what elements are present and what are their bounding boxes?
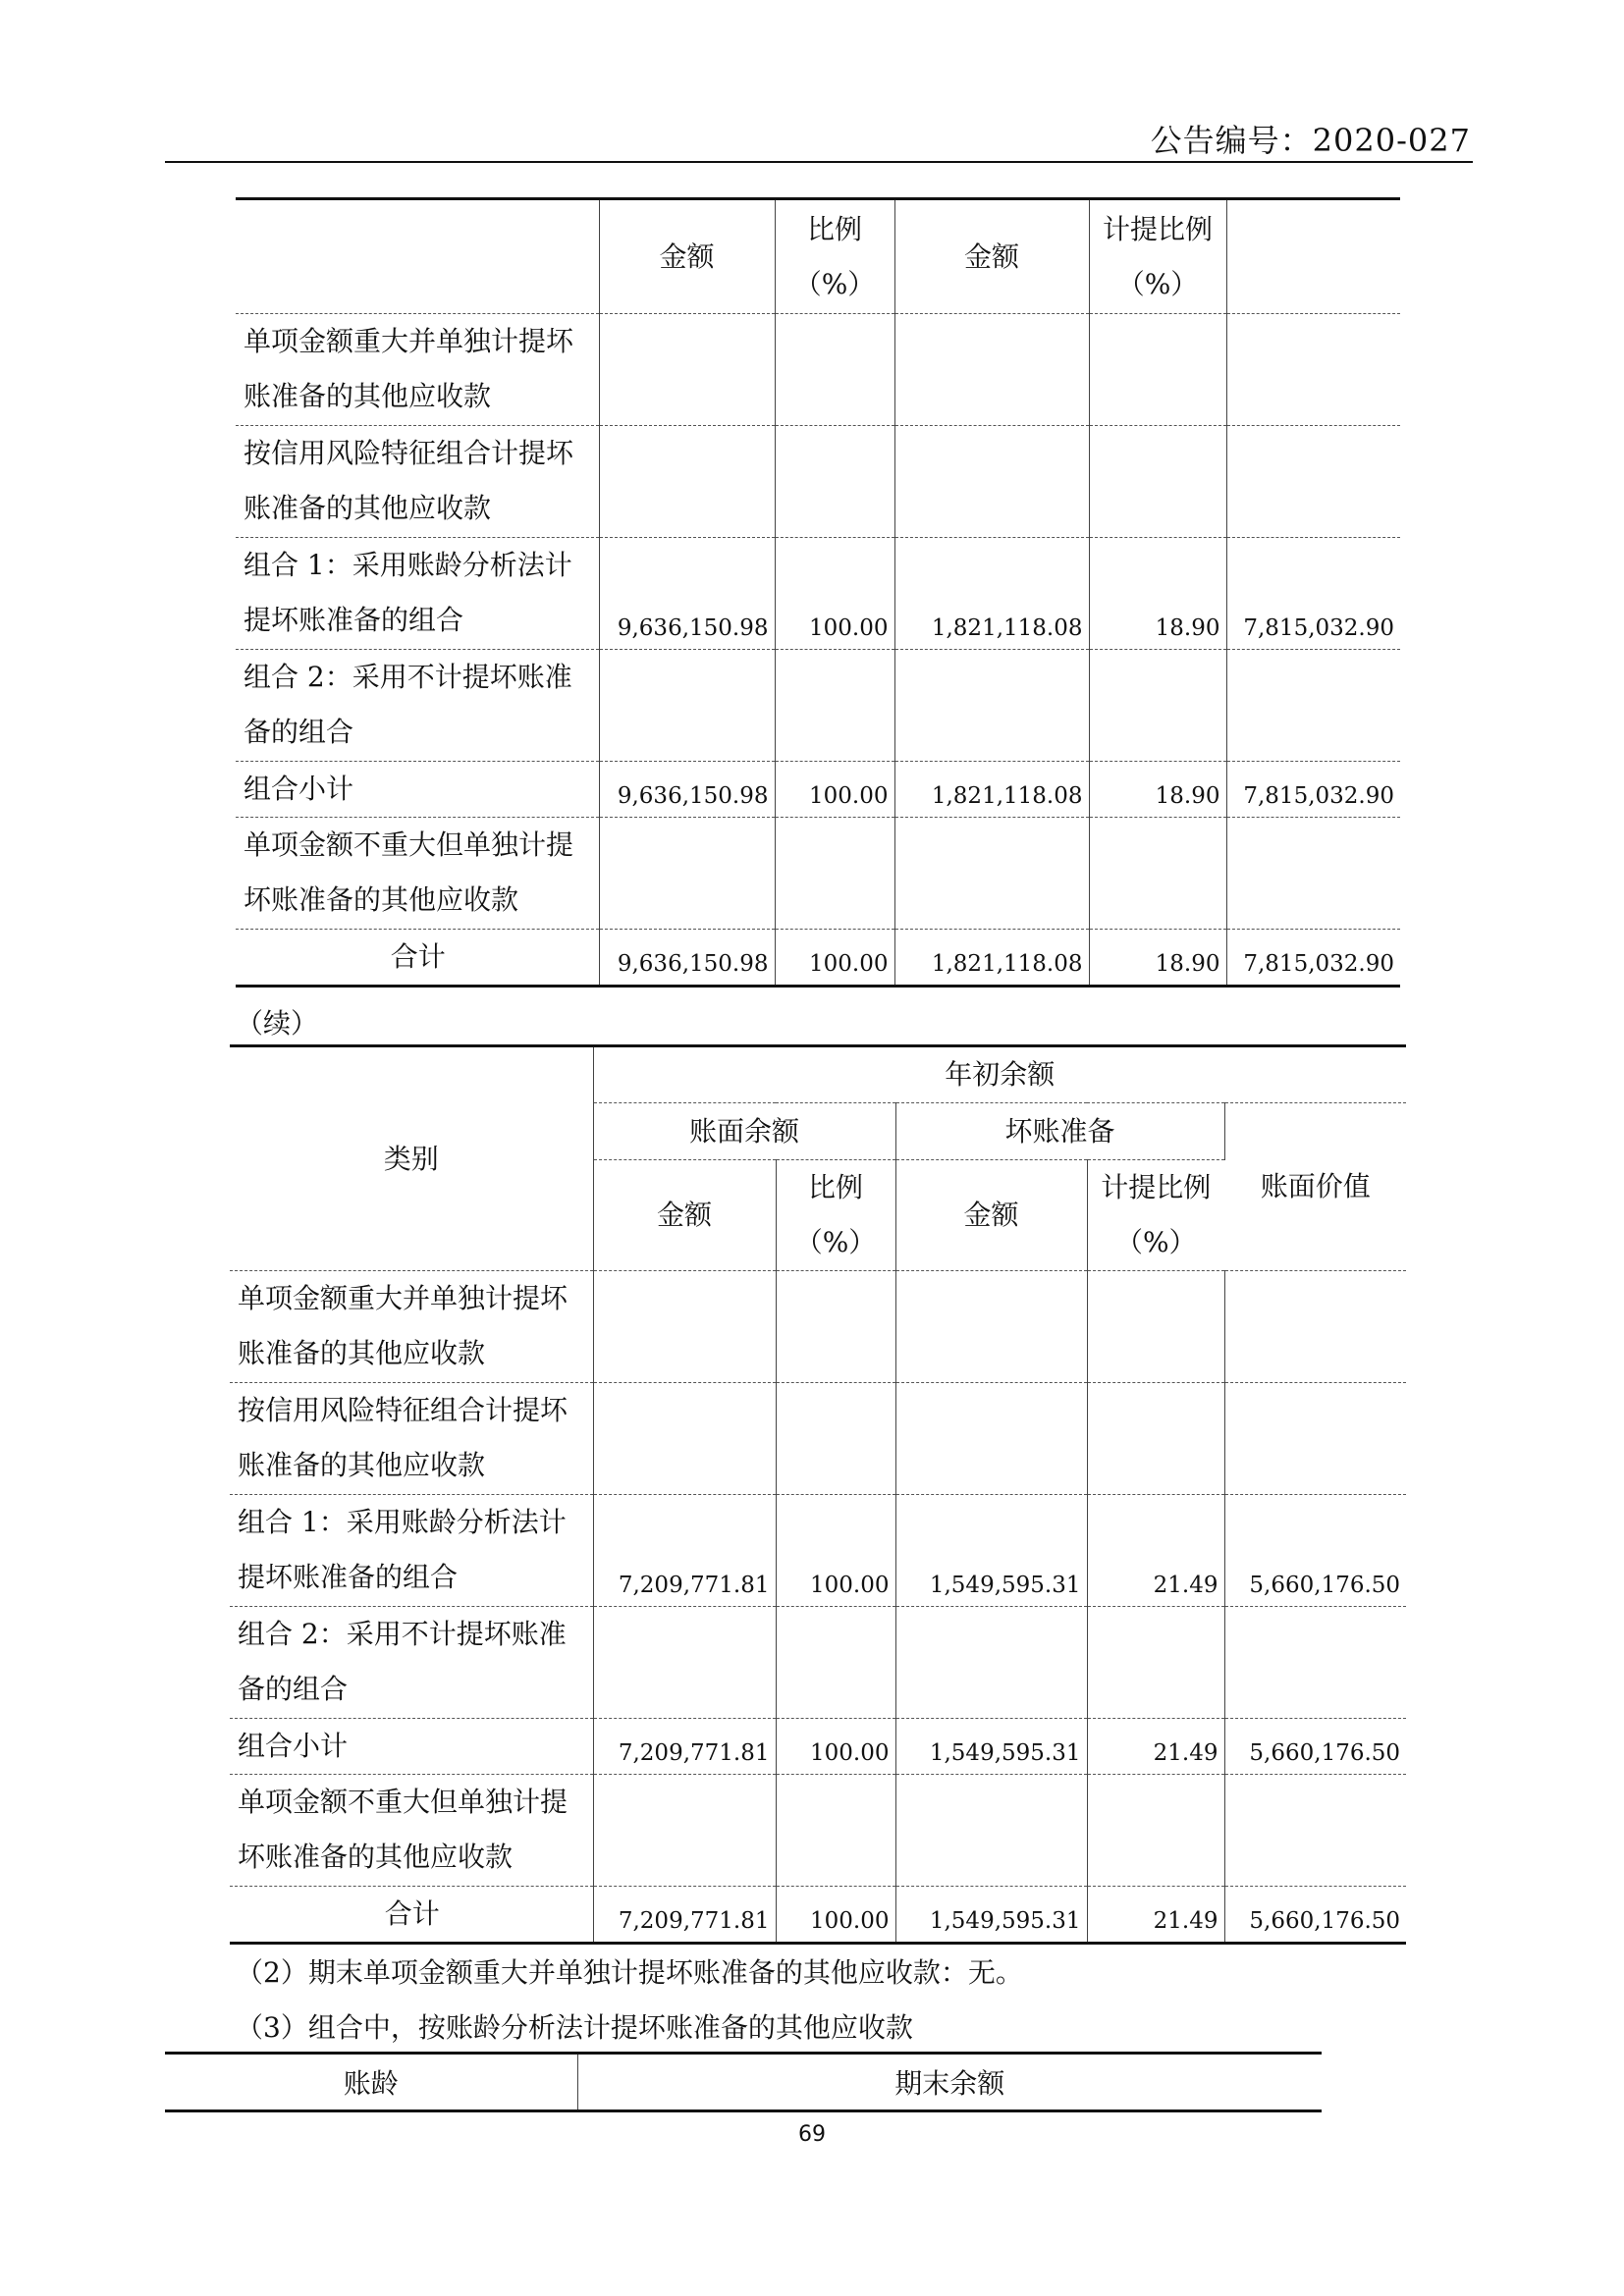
total-label: 合计 — [236, 930, 599, 987]
continued-label: （续） — [236, 1007, 319, 1040]
table-row — [236, 762, 1400, 818]
total-row — [236, 930, 1400, 987]
table-row — [230, 1271, 1406, 1383]
cell-ratio — [775, 650, 894, 762]
header-closing-balance: 期末余额 — [577, 2054, 1322, 2111]
header-amount-provision: 金额 — [894, 199, 1089, 314]
cell-provision-ratio: 21.49 — [1087, 1495, 1224, 1607]
table-row — [230, 1719, 1406, 1775]
cell-provision-ratio: 18.90 — [1089, 762, 1226, 818]
cell-ratio — [775, 818, 894, 930]
cell-amount — [593, 1607, 776, 1719]
cell-amount: 9,636,150.98 — [599, 930, 775, 987]
announcement-number: 公告编号：2020-027 — [1150, 122, 1471, 159]
cell-provision-amount: 1,821,118.08 — [894, 762, 1089, 818]
note-3: （3）组合中，按账龄分析法计提坏账准备的其他应收款 — [236, 2011, 913, 2044]
cell-book-value — [1226, 426, 1400, 538]
cell-book-value: 7,815,032.90 — [1226, 538, 1400, 650]
header-aging: 账龄 — [165, 2054, 577, 2111]
cell-provision-ratio — [1087, 1607, 1224, 1719]
aging-table — [165, 2052, 1322, 2112]
cell-ratio: 100.00 — [776, 1495, 895, 1607]
header-amount-provision: 金额 — [895, 1160, 1087, 1271]
cell-provision-amount — [895, 1607, 1087, 1719]
cell-amount — [593, 1775, 776, 1887]
header-book-value-cell — [1226, 199, 1400, 314]
cell-book-value — [1226, 314, 1400, 426]
cell-provision-ratio — [1087, 1383, 1224, 1495]
cell-book-value — [1226, 650, 1400, 762]
bad-debt-table-opening — [230, 1044, 1406, 1945]
table-row — [230, 1775, 1406, 1887]
cell-book-value: 7,815,032.90 — [1226, 930, 1400, 987]
header-bad-debt-provision: 坏账准备 — [895, 1103, 1224, 1160]
header-category: 类别 — [230, 1046, 593, 1271]
cell-provision-amount: 1,549,595.31 — [895, 1495, 1087, 1607]
cell-provision-amount — [894, 314, 1089, 426]
header-provision-ratio-line1: 计提比例 — [1101, 1171, 1212, 1203]
cell-amount: 7,209,771.81 — [593, 1495, 776, 1607]
cell-provision-amount — [894, 426, 1089, 538]
cell-book-value — [1224, 1607, 1406, 1719]
cell-ratio: 100.00 — [775, 538, 894, 650]
cell-amount: 9,636,150.98 — [599, 538, 775, 650]
table-header-row — [236, 199, 1400, 314]
cell-provision-ratio — [1089, 818, 1226, 930]
cell-provision-ratio — [1089, 426, 1226, 538]
total-label: 合计 — [230, 1887, 593, 1944]
header-provision-ratio-line2: （%） — [1114, 1226, 1197, 1258]
cell-amount: 7,209,771.81 — [593, 1719, 776, 1775]
cell-provision-amount: 1,821,118.08 — [894, 538, 1089, 650]
row-label: 组合 2：采用不计提坏账准 备的组合 — [230, 1607, 593, 1719]
cell-book-value: 7,815,032.90 — [1226, 762, 1400, 818]
cell-provision-amount — [895, 1775, 1087, 1887]
cell-provision-ratio — [1089, 650, 1226, 762]
cell-provision-amount — [895, 1271, 1087, 1383]
cell-amount — [599, 650, 775, 762]
cell-amount: 7,209,771.81 — [593, 1887, 776, 1944]
cell-ratio — [776, 1775, 895, 1887]
cell-provision-ratio: 21.49 — [1087, 1887, 1224, 1944]
cell-provision-ratio — [1089, 314, 1226, 426]
cell-provision-amount — [894, 818, 1089, 930]
cell-book-value: 5,660,176.50 — [1224, 1719, 1406, 1775]
table-header-row — [165, 2054, 1322, 2111]
header-book-value: 账面价值 — [1224, 1103, 1406, 1271]
cell-ratio — [775, 426, 894, 538]
cell-provision-amount — [894, 650, 1089, 762]
page-number: 69 — [798, 2122, 826, 2147]
row-label: 组合 2：采用不计提坏账准 备的组合 — [236, 650, 599, 762]
header-provision-ratio-line1: 计提比例 — [1102, 212, 1213, 245]
table-row — [230, 1607, 1406, 1719]
cell-amount — [599, 426, 775, 538]
header-rule — [165, 161, 1473, 163]
table-row — [230, 1383, 1406, 1495]
cell-amount — [593, 1271, 776, 1383]
cell-provision-ratio — [1087, 1775, 1224, 1887]
bad-debt-table-closing — [236, 197, 1400, 988]
total-row — [230, 1887, 1406, 1944]
cell-book-value — [1224, 1775, 1406, 1887]
cell-book-value: 5,660,176.50 — [1224, 1887, 1406, 1944]
cell-ratio — [776, 1383, 895, 1495]
header-category-cell — [236, 199, 599, 314]
row-label: 单项金额不重大但单独计提 坏账准备的其他应收款 — [236, 818, 599, 930]
header-provision-ratio — [1089, 199, 1226, 314]
cell-amount — [599, 818, 775, 930]
cell-provision-amount: 1,549,595.31 — [895, 1887, 1087, 1944]
cell-book-value — [1224, 1383, 1406, 1495]
table-header-row — [230, 1046, 1406, 1103]
row-label: 组合 1：采用账龄分析法计 提坏账准备的组合 — [236, 538, 599, 650]
cell-amount — [593, 1383, 776, 1495]
cell-provision-amount — [895, 1383, 1087, 1495]
header-ratio: 比例（%） — [775, 199, 894, 314]
table-row — [236, 818, 1400, 930]
cell-ratio — [775, 314, 894, 426]
note-2: （2）期末单项金额重大并单独计提坏账准备的其他应收款：无。 — [236, 1956, 1023, 1989]
cell-ratio: 100.00 — [775, 930, 894, 987]
header-opening-balance: 年初余额 — [593, 1046, 1406, 1103]
cell-book-value — [1224, 1271, 1406, 1383]
cell-amount: 9,636,150.98 — [599, 762, 775, 818]
cell-ratio: 100.00 — [776, 1887, 895, 1944]
row-label: 组合小计 — [236, 762, 599, 818]
cell-amount — [599, 314, 775, 426]
row-label: 单项金额重大并单独计提坏 账准备的其他应收款 — [236, 314, 599, 426]
row-label: 组合 1：采用账龄分析法计 提坏账准备的组合 — [230, 1495, 593, 1607]
table-row — [236, 314, 1400, 426]
cell-book-value — [1226, 818, 1400, 930]
row-label: 单项金额不重大但单独计提 坏账准备的其他应收款 — [230, 1775, 593, 1887]
cell-ratio: 100.00 — [776, 1719, 895, 1775]
cell-ratio — [776, 1271, 895, 1383]
cell-provision-ratio — [1087, 1271, 1224, 1383]
header-amount: 金额 — [593, 1160, 776, 1271]
table-row — [236, 538, 1400, 650]
cell-ratio — [776, 1607, 895, 1719]
row-label: 单项金额重大并单独计提坏 账准备的其他应收款 — [230, 1271, 593, 1383]
header-amount: 金额 — [599, 199, 775, 314]
header-provision-ratio — [1087, 1160, 1224, 1271]
header-provision-ratio-line2: （%） — [1116, 267, 1199, 300]
cell-provision-ratio: 18.90 — [1089, 930, 1226, 987]
cell-provision-amount: 1,821,118.08 — [894, 930, 1089, 987]
cell-provision-amount: 1,549,595.31 — [895, 1719, 1087, 1775]
table-row — [236, 426, 1400, 538]
header-book-balance: 账面余额 — [593, 1103, 895, 1160]
row-label: 按信用风险特征组合计提坏 账准备的其他应收款 — [230, 1383, 593, 1495]
table-row — [236, 650, 1400, 762]
row-label: 组合小计 — [230, 1719, 593, 1775]
table-row — [230, 1495, 1406, 1607]
cell-provision-ratio: 18.90 — [1089, 538, 1226, 650]
cell-provision-ratio: 21.49 — [1087, 1719, 1224, 1775]
row-label: 按信用风险特征组合计提坏 账准备的其他应收款 — [236, 426, 599, 538]
cell-ratio: 100.00 — [775, 762, 894, 818]
cell-book-value: 5,660,176.50 — [1224, 1495, 1406, 1607]
header-ratio: 比例（%） — [776, 1160, 895, 1271]
